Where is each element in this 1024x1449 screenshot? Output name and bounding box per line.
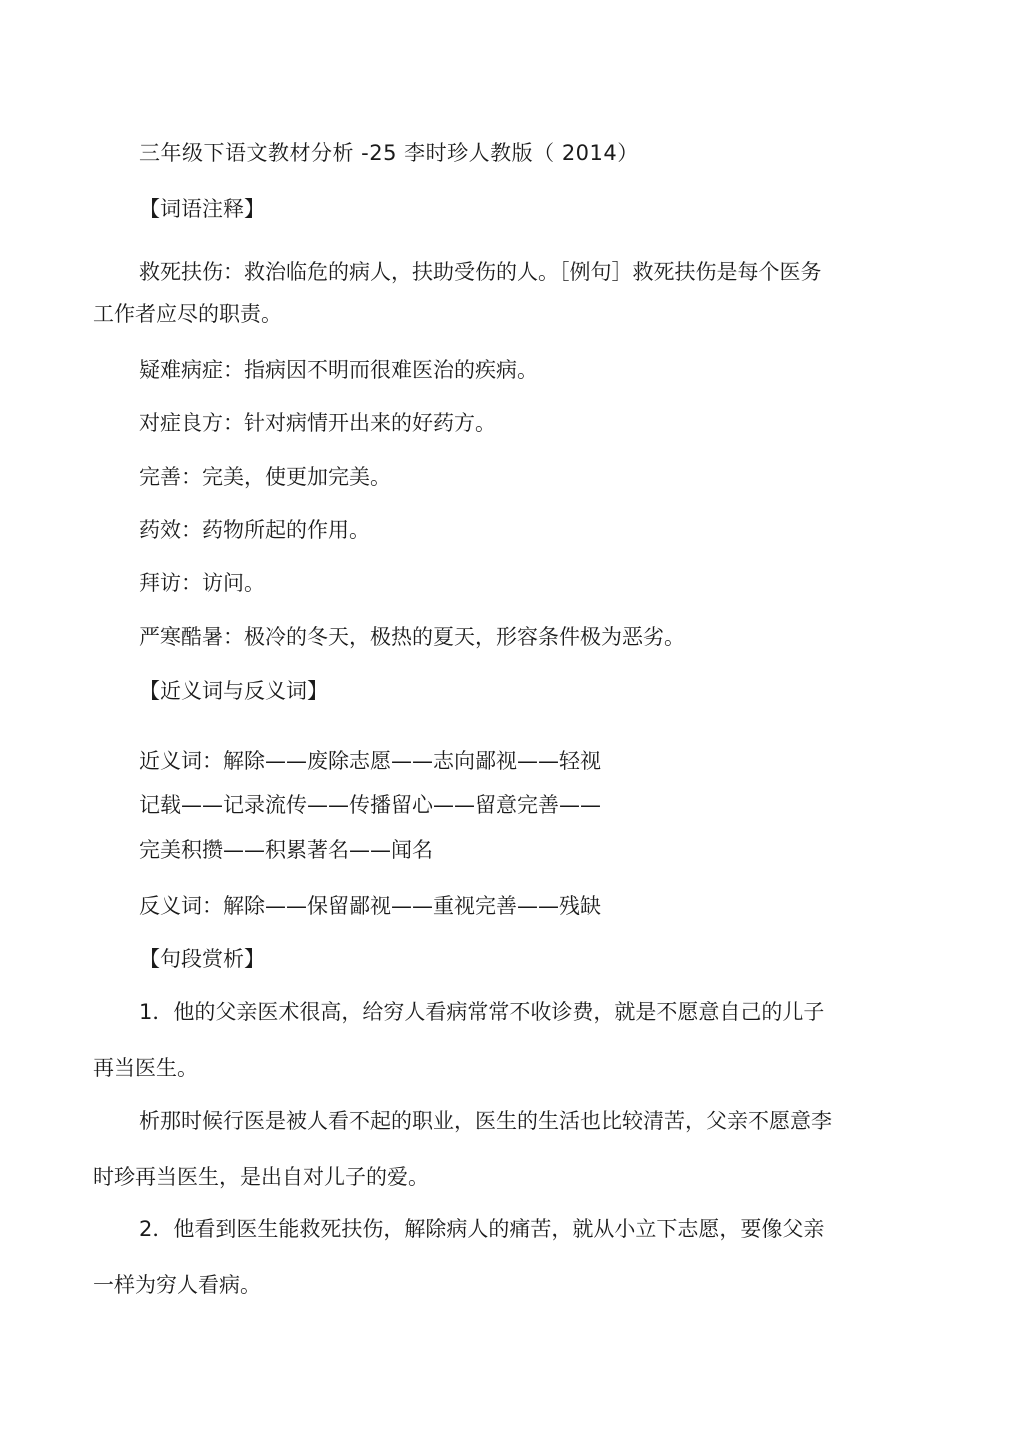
antonym-line: 反义词：解除——保留鄙视——重视完善——残缺 (139, 894, 601, 918)
section-heading-vocab: 【词语注释】 (139, 197, 265, 221)
analysis-line: 1．他的父亲医术很高，给穷人看病常常不收诊费，就是不愿意自己的儿子 (139, 1000, 825, 1024)
vocab-line: 拜访：访问。 (139, 571, 265, 595)
document-title: 三年级下语文教材分析 -25 李时珍人教版（ 2014） (139, 141, 639, 165)
synonym-line: 近义词：解除——废除志愿——志向鄙视——轻视 (139, 749, 601, 773)
synonym-line: 记载——记录流传——传播留心——留意完善—— (139, 793, 601, 817)
synonym-line: 完美积攒——积累著名——闻名 (139, 838, 433, 862)
vocab-line: 工作者应尽的职责。 (93, 302, 282, 326)
analysis-line: 一样为穷人看病。 (93, 1273, 261, 1297)
section-heading-synonyms: 【近义词与反义词】 (139, 679, 328, 703)
analysis-line: 析那时候行医是被人看不起的职业，医生的生活也比较清苦，父亲不愿意李 (139, 1109, 832, 1133)
vocab-line: 救死扶伤：救治临危的病人，扶助受伤的人。［例句］救死扶伤是每个医务 (139, 260, 822, 284)
vocab-line: 对症良方：针对病情开出来的好药方。 (139, 411, 496, 435)
vocab-line: 严寒酷暑：极冷的冬天，极热的夏天，形容条件极为恶劣。 (139, 625, 685, 649)
vocab-line: 疑难病症：指病因不明而很难医治的疾病。 (139, 358, 538, 382)
analysis-line: 再当医生。 (93, 1056, 198, 1080)
section-heading-analysis: 【句段赏析】 (139, 947, 265, 971)
analysis-line: 2．他看到医生能救死扶伤，解除病人的痛苦，就从小立下志愿，要像父亲 (139, 1217, 825, 1241)
analysis-line: 时珍再当医生，是出自对儿子的爱。 (93, 1165, 429, 1189)
vocab-line: 药效：药物所起的作用。 (139, 518, 370, 542)
vocab-line: 完善：完美，使更加完美。 (139, 465, 391, 489)
